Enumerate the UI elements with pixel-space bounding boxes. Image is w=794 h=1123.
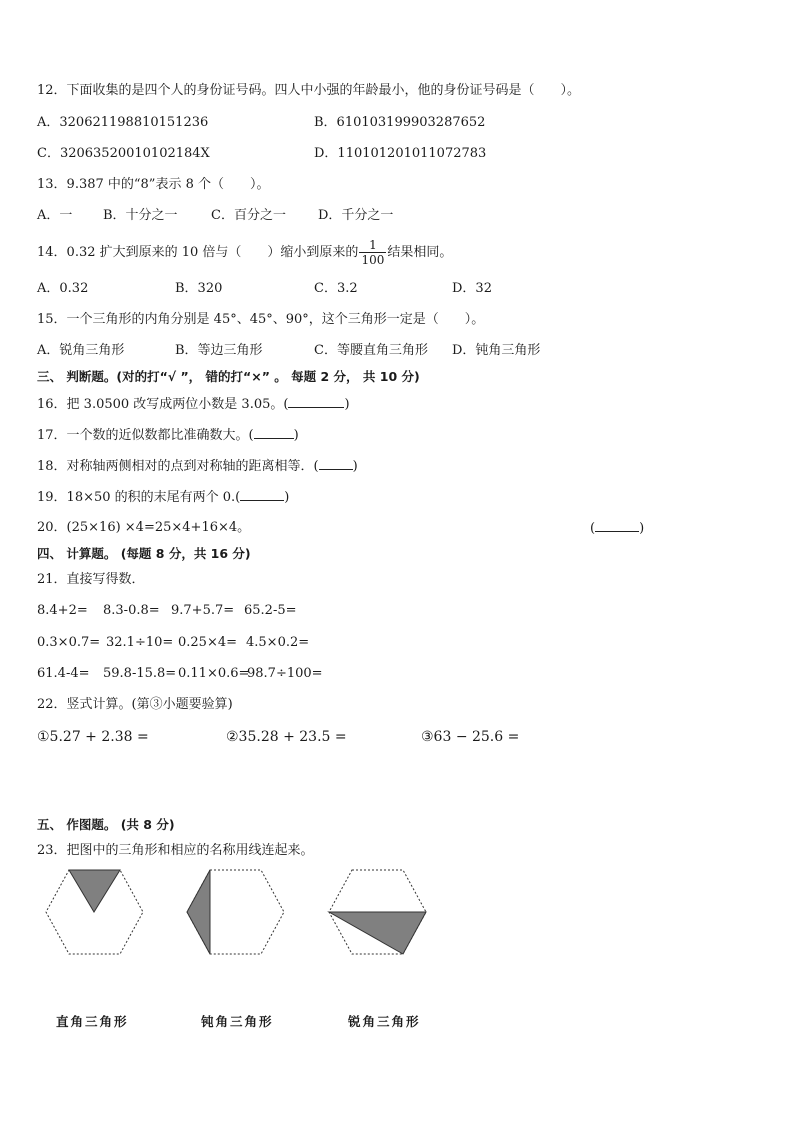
- q12-stem: 12．下面收集的是四个人的身份证号码。四人中小强的年龄最小，他的身份证号码是（ ）。: [37, 83, 581, 98]
- q15-option-b: B．等边三角形: [175, 343, 263, 358]
- q21-item: 32.1÷10=: [106, 635, 174, 650]
- q14-stem: [37, 238, 452, 268]
- q21-item: 0.11×0.6=: [178, 666, 250, 681]
- q18-text: 18．对称轴两侧相对的点到对称轴的距离相等．(: [37, 459, 319, 474]
- hexagon-figure-2: [183, 866, 293, 958]
- q12-option-c: C．32063520010102184X: [37, 146, 210, 161]
- q14-option-c: C．3.2: [314, 281, 358, 296]
- q18-close: ): [352, 459, 358, 474]
- q20-open: (: [590, 521, 596, 536]
- q14-stem-before: 14．0.32 扩大到原来的 10 倍与（ ）缩小到原来的: [37, 245, 359, 260]
- hexagon-figure-1: [42, 866, 152, 958]
- q21-item: 9.7+5.7=: [171, 603, 235, 618]
- q21-item: 98.7÷100=: [247, 666, 323, 681]
- q14-fraction-denominator: 100: [361, 253, 385, 267]
- q21-item: 59.8-15.8=: [103, 666, 177, 681]
- q14-option-d: D．32: [452, 281, 492, 296]
- q12-option-a: A．320621198810151236: [37, 115, 209, 130]
- q19: [37, 488, 289, 507]
- hexagon-figure-3: [325, 866, 435, 958]
- q14-fraction: [359, 238, 386, 267]
- q20-answer: [590, 519, 644, 538]
- q16-text: 16．把 3.0500 改写成两位小数是 3.05。(: [37, 397, 289, 412]
- q21-item: 0.25×4=: [178, 635, 238, 650]
- q22-stem: 22．竖式计算。(第③小题要验算): [37, 697, 233, 712]
- q14-option-b: B．320: [175, 281, 223, 296]
- section-5-heading: 五、 作图题。 (共 8 分): [37, 817, 175, 832]
- q17-text: 17．一个数的近似数都比准确数大。(: [37, 428, 254, 443]
- q20-close: ): [639, 521, 645, 536]
- q13-option-c: C．百分之一: [211, 208, 286, 223]
- q13-option-a: A．一: [37, 208, 73, 223]
- q21-item: 8.4+2=: [37, 603, 88, 618]
- q17-answer-blank[interactable]: [254, 426, 294, 439]
- q13-option-b: B．十分之一: [103, 208, 178, 223]
- q17-close: ): [293, 428, 299, 443]
- q14-stem-after: 结果相同。: [387, 245, 453, 260]
- q12-option-d: D．110101201011072783: [314, 146, 487, 161]
- q21-item: 4.5×0.2=: [246, 635, 310, 650]
- q22-item-2: ②35.28 + 23.5 =: [226, 729, 347, 745]
- q17: [37, 426, 299, 445]
- label-acute-triangle: 锐角三角形: [348, 1014, 421, 1029]
- q21-item: 65.2-5=: [244, 603, 297, 618]
- q19-text: 19．18×50 的积的末尾有两个 0.(: [37, 490, 241, 505]
- q15-option-a: A．锐角三角形: [37, 343, 125, 358]
- section-3-heading: 三、 判断题。(对的打“√ ”， 错的打“×” 。 每题 2 分， 共 10 分): [37, 369, 420, 384]
- q14-option-a: A．0.32: [37, 281, 89, 296]
- label-right-triangle: 直角三角形: [56, 1014, 129, 1029]
- q16: [37, 395, 350, 414]
- q21-item: 61.4-4=: [37, 666, 90, 681]
- q22-item-1: ①5.27 + 2.38 =: [37, 729, 149, 745]
- q14-fraction-numerator: 1: [369, 238, 377, 252]
- q21-item: 8.3-0.8=: [103, 603, 160, 618]
- q18: [37, 457, 358, 476]
- q19-close: ): [284, 490, 290, 505]
- q15-option-c: C．等腰直角三角形: [314, 343, 428, 358]
- section-4-heading: 四、 计算题。 (每题 8 分，共 16 分): [37, 546, 251, 561]
- q16-answer-blank[interactable]: [288, 395, 344, 408]
- q22-item-3: ③63 − 25.6 =: [421, 729, 520, 745]
- q20-answer-blank[interactable]: [595, 519, 639, 532]
- shaded-triangle-2: [187, 870, 210, 954]
- q13-option-d: D．千分之一: [318, 208, 394, 223]
- q15-stem: 15．一个三角形的内角分别是 45°、45°、90°，这个三角形一定是（ ）。: [37, 312, 485, 327]
- q13-stem: 13．9.387 中的“8”表示 8 个（ ）。: [37, 177, 270, 192]
- q23-stem: 23．把图中的三角形和相应的名称用线连起来。: [37, 843, 314, 858]
- q19-answer-blank[interactable]: [240, 488, 284, 501]
- q18-answer-blank[interactable]: [319, 457, 353, 470]
- q16-close: ): [344, 397, 350, 412]
- q15-option-d: D．钝角三角形: [452, 343, 541, 358]
- label-obtuse-triangle: 钝角三角形: [201, 1014, 274, 1029]
- q20-text: 20．(25×16) ×4=25×4+16×4。: [37, 520, 251, 535]
- q21-stem: 21．直接写得数．: [37, 572, 145, 587]
- q12-option-b: B．610103199903287652: [314, 115, 486, 130]
- q21-item: 0.3×0.7=: [37, 635, 101, 650]
